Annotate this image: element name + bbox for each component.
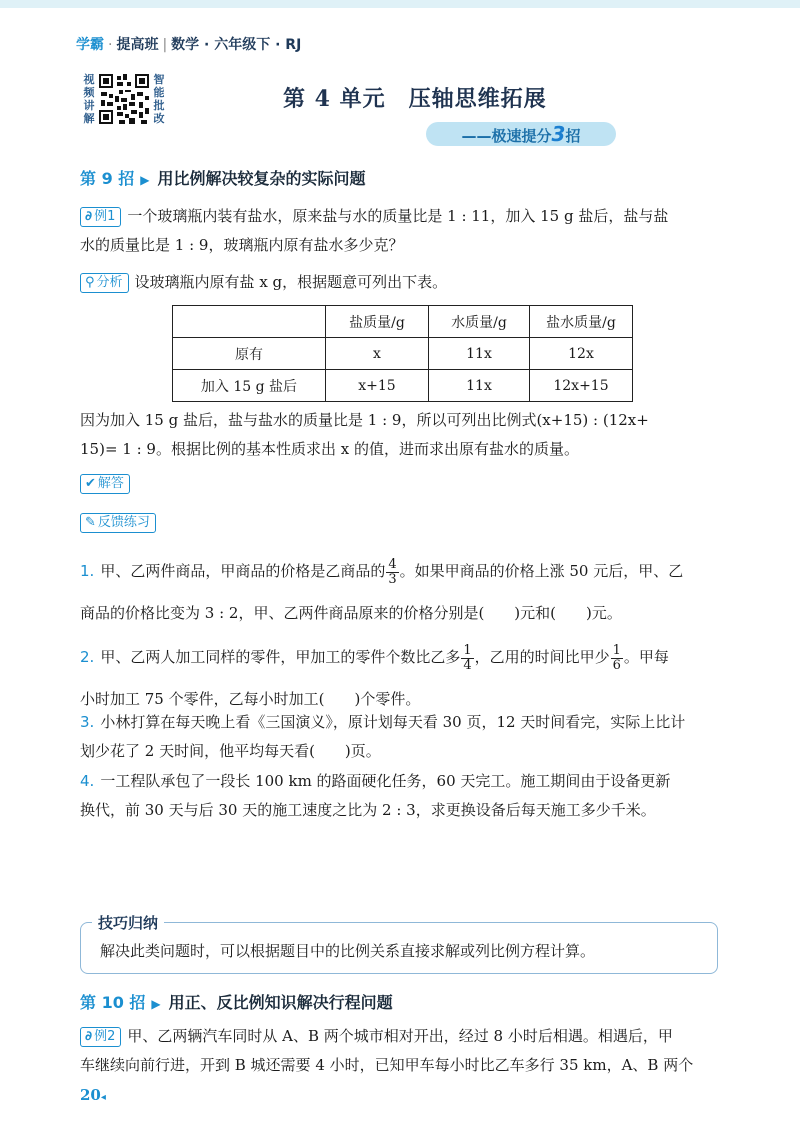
analysis-line2: 15)= 1 : 9。根据比例的基本性质求出 x 的值，进而求出原有盐水的质量。 bbox=[80, 440, 579, 458]
checkmark-icon: ✔ bbox=[85, 476, 96, 491]
table-cell: 12x+15 bbox=[530, 370, 633, 402]
answer-section bbox=[80, 473, 136, 494]
magnifier-icon: ⚲ bbox=[85, 275, 95, 290]
tips-text: 解决此类问题时，可以根据题目中的比例关系直接求解或列比例方程计算。 bbox=[100, 942, 596, 960]
table-cell: 12x bbox=[530, 338, 633, 370]
qr-left-label: 视频讲解 bbox=[83, 73, 95, 125]
link-icon: ∂ bbox=[85, 1029, 93, 1044]
example-tag: ∂ 例1 bbox=[80, 207, 121, 227]
section-title: 用正、反比例知识解决行程问题 bbox=[168, 993, 393, 1012]
answer-tag: ✔ 解答 bbox=[80, 474, 130, 494]
table-row bbox=[173, 370, 633, 402]
table-header-cell bbox=[173, 306, 326, 338]
table-header-cell: 盐质量/g bbox=[326, 306, 429, 338]
analysis-table bbox=[172, 305, 633, 402]
pencil-icon: ✎ bbox=[85, 515, 96, 530]
table-cell: x bbox=[326, 338, 429, 370]
practice-section bbox=[80, 512, 162, 533]
table-cell: x+15 bbox=[326, 370, 429, 402]
table-header-cell: 水质量/g bbox=[429, 306, 530, 338]
fraction: $\frac{1}{4}$ bbox=[463, 642, 472, 673]
table-row bbox=[173, 338, 633, 370]
example-text-line2: 车继续向前行进，开到 B 城还需要 4 小时，已知甲车每小时比乙车多行 35 km，A、B 两个 bbox=[80, 1056, 694, 1074]
example-text-line1: 一个玻璃瓶内装有盐水，原来盐与水的质量比是 1 : 11，加入 15 g 盐后，盐与盐 bbox=[127, 207, 669, 225]
example-text-line1: 甲、乙两辆汽车同时从 A、B 两个城市相对开出，经过 8 小时后相遇。相遇后，甲 bbox=[127, 1027, 673, 1045]
table-cell: 原有 bbox=[173, 338, 326, 370]
link-icon: ∂ bbox=[85, 209, 93, 224]
example-2 bbox=[80, 1022, 730, 1080]
qr-right-label: 智能批改 bbox=[153, 73, 165, 125]
brand-header: 学霸 · 提高班 | 数学 · 六年级下 · RJ bbox=[76, 37, 302, 53]
analysis-line1: 因为加入 15 g 盐后，盐与盐水的质量比是 1 : 9，所以可列出比例式(x+15) : (12x+ bbox=[80, 411, 649, 429]
exercise-2: 2. 甲、乙两人加工同样的零件，甲加工的零件个数比乙多 $\frac{1}{4}$ ，乙用的时间比甲少 $\frac{1}{6}$ 。甲每 小时加工 75 个零件，乙每小时加工( )个零件。 bbox=[80, 642, 669, 708]
table-cell: 11x bbox=[429, 370, 530, 402]
section-9-heading bbox=[80, 166, 366, 189]
analysis-intro-text: 设玻璃瓶内原有盐 x g，根据题意可列出下表。 bbox=[134, 273, 448, 291]
unit-title: 第 4 单元 压轴思维拓展 bbox=[283, 86, 547, 112]
table-cell: 11x bbox=[429, 338, 530, 370]
unit-subtitle: ——极速提分3招 bbox=[426, 122, 616, 146]
fraction: $\frac{4}{3}$ bbox=[388, 556, 397, 587]
example-tag: ∂ 例2 bbox=[80, 1027, 121, 1047]
top-stripe bbox=[0, 0, 800, 8]
triangle-icon: ▶ bbox=[140, 173, 150, 187]
analysis-intro bbox=[80, 268, 730, 297]
section-number: 第 10 招 bbox=[80, 993, 146, 1012]
triangle-icon: ▶ bbox=[151, 997, 161, 1011]
brand-main: 学霸 bbox=[76, 37, 104, 53]
subject-label: 数学 · 六年级下 · RJ bbox=[171, 37, 302, 53]
exercise-3: 3. 小林打算在每天晚上看《三国演义》，原计划每天看 30 页，12 天时间看完，实际上比计 划少花了 2 天时间，他平均每天看( )页。 bbox=[80, 713, 686, 760]
section-10-heading bbox=[80, 990, 393, 1013]
page-number: 20◂ bbox=[80, 1086, 106, 1104]
analysis-tag: ⚲ 分析 bbox=[80, 273, 129, 293]
analysis-explanation bbox=[80, 406, 730, 464]
section-title: 用比例解决较复杂的实际问题 bbox=[157, 169, 366, 188]
table-header-row bbox=[173, 306, 633, 338]
table-header-cell: 盐水质量/g bbox=[530, 306, 633, 338]
exercise-1: 1. 甲、乙两件商品，甲商品的价格是乙商品的 $\frac{4}{3}$ 。如果甲商品的价格上涨 50 元后，甲、乙 商品的价格比变为 3 : 2，甲、乙两件商品原来的价格分别是( )元和( )元。 bbox=[80, 556, 684, 622]
exercise-4: 4. 一工程队承包了一段长 100 km 的路面硬化任务，60 天完工。施工期间由于设备更新 换代，前 30 天与后 30 天的施工速度之比为 2 : 3，求更换设备后每天施工多少千米。 bbox=[80, 772, 671, 819]
brand-series: 提高班 bbox=[116, 37, 159, 53]
practice-tag: ✎ 反馈练习 bbox=[80, 513, 156, 533]
qr-code-icon[interactable] bbox=[99, 74, 149, 124]
table-cell: 加入 15 g 盐后 bbox=[173, 370, 326, 402]
example-text-line2: 水的质量比是 1 : 9，玻璃瓶内原有盐水多少克？ bbox=[80, 236, 404, 254]
tips-title: 技巧归纳 bbox=[92, 912, 164, 933]
section-number: 第 9 招 bbox=[80, 169, 135, 188]
fraction: $\frac{1}{6}$ bbox=[612, 642, 621, 673]
example-1 bbox=[80, 202, 730, 260]
